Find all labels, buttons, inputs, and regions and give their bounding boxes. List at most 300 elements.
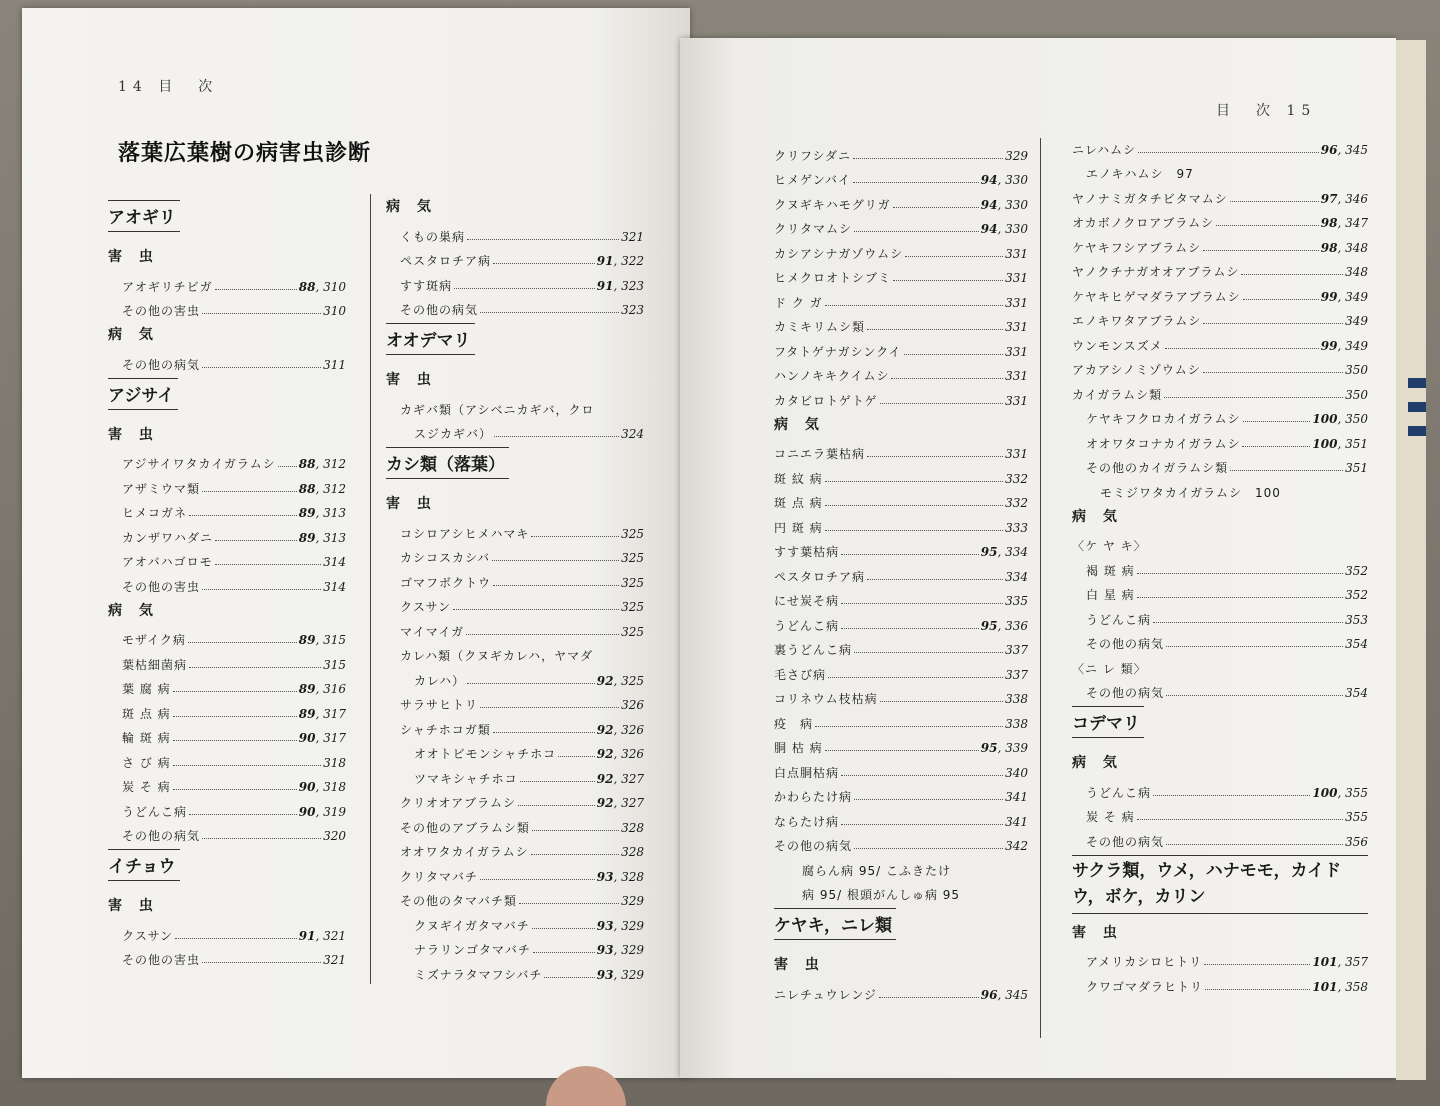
page-numbers: 100, 350: [1312, 412, 1368, 426]
leader-dots: [173, 716, 297, 717]
entry-title: その他のタマバチ類: [400, 894, 517, 908]
toc-entry: [774, 584, 1028, 609]
toc-entry: [386, 293, 644, 318]
toc-entry: [1072, 945, 1368, 970]
leader-dots: [544, 977, 594, 978]
entry-title: 病 95/ 根頭がんしゅ病 95: [802, 888, 961, 902]
entry-title: ウンモンスズメ: [1072, 338, 1163, 353]
running-head-right: 目 次 15: [1216, 103, 1317, 119]
toc-entry: [1072, 328, 1368, 353]
page-numbers: 342: [1005, 839, 1028, 853]
toc-entry: [386, 541, 644, 566]
toc-entry: [1072, 676, 1368, 701]
page-numbers: 356: [1345, 834, 1368, 849]
leader-dots: [867, 329, 1003, 330]
page-numbers: 99, 349: [1320, 289, 1368, 304]
subsection-heading: 害 虫: [386, 372, 437, 388]
leader-dots: [853, 182, 979, 183]
page-numbers: 334: [1005, 569, 1028, 584]
entry-title: 毛さび病: [774, 667, 827, 682]
leader-dots: [893, 280, 1003, 281]
subsection-heading: 病 気: [1072, 508, 1123, 525]
toc-entry: [1072, 426, 1368, 451]
page-numbers: 337: [1005, 643, 1028, 657]
entry-title: 腐らん病 95/ こふきたけ: [802, 863, 951, 878]
toc-entry: [108, 819, 346, 844]
subsection-heading: 病 気: [1072, 755, 1123, 771]
leader-dots: [867, 579, 1003, 580]
toc-entry: [774, 633, 1028, 658]
entry-title: クワゴマダラヒトリ: [1086, 979, 1204, 994]
leader-dots: [1242, 446, 1310, 447]
entry-title: ならたけ病: [774, 814, 840, 829]
toc-entry: [1072, 206, 1368, 231]
page-numbers: 88, 312: [298, 481, 346, 496]
entry-title: カイガラムシ類: [1072, 387, 1163, 402]
leader-dots: [173, 691, 297, 692]
leader-dots: [1166, 695, 1343, 696]
page-numbers: 329: [1005, 148, 1028, 163]
toc-entry: [774, 878, 1028, 903]
toc-entry: [774, 285, 1028, 310]
entry-title: オオトビモンシャチホコ: [414, 747, 557, 761]
leader-dots: [1230, 470, 1343, 471]
toc-entry: [108, 721, 346, 746]
page-numbers: 325: [621, 600, 644, 614]
toc-entry: [386, 417, 644, 442]
entry-title: オオワタカイガラムシ: [400, 845, 529, 859]
subsection-heading: 病 気: [774, 416, 825, 433]
leader-dots: [493, 263, 595, 264]
leader-dots: [189, 515, 297, 516]
entry-title: かわらたけ病: [774, 790, 853, 804]
entry-title: すす葉枯病: [774, 545, 840, 559]
page-numbers: 335: [1005, 594, 1028, 608]
left-column-2: [386, 190, 644, 982]
leader-dots: [202, 838, 321, 839]
page-numbers: 311: [323, 357, 346, 372]
page-numbers: 341: [1005, 814, 1028, 829]
entry-title: 炭 そ 病: [122, 780, 171, 794]
leader-dots: [492, 560, 619, 561]
section-heading: カシ類（落葉）: [386, 447, 509, 479]
page-numbers: 331: [1005, 447, 1028, 461]
subsection-heading: 害 虫: [108, 426, 159, 443]
leader-dots: [880, 701, 1003, 702]
entry-title: カシアシナガゾウムシ: [774, 246, 904, 261]
toc-entry: [386, 244, 644, 269]
leader-dots: [454, 288, 595, 289]
leader-dots: [841, 554, 979, 555]
page-numbers: 354: [1345, 686, 1368, 700]
section-heading: コデマリ: [1072, 706, 1144, 738]
entry-title: 〈ニ レ 類〉: [1072, 661, 1147, 676]
page-numbers: 89, 316: [298, 682, 346, 696]
page-numbers: 90, 319: [298, 804, 346, 819]
toc-entry: [1072, 800, 1368, 825]
page-numbers: 94, 330: [980, 197, 1028, 212]
entry-title: にせ炭そ病: [774, 594, 840, 608]
toc-entry: [1072, 451, 1368, 476]
entry-title: 輪 斑 病: [122, 731, 171, 745]
page-numbers: 314: [323, 555, 346, 569]
page-numbers: 352: [1345, 588, 1368, 602]
leader-dots: [1243, 299, 1319, 300]
page-numbers: 324: [621, 427, 644, 441]
entry-title: カレハ類（クヌギカレハ，ヤマダ: [400, 649, 594, 663]
entry-title: その他の害虫: [122, 579, 201, 594]
page-numbers: 93, 329: [596, 918, 644, 933]
section-heading: イチョウ: [108, 849, 180, 881]
toc-entry: [1072, 529, 1368, 554]
entry-title: 斑 点 病: [122, 706, 171, 721]
right-column-1: [774, 138, 1028, 1002]
page-numbers: 331: [1005, 369, 1028, 383]
toc-entry: [108, 347, 346, 372]
leader-dots: [1241, 274, 1343, 275]
entry-title: クヌギイガタマバチ: [414, 918, 530, 933]
leader-dots: [841, 603, 1003, 604]
toc-entry: [1072, 230, 1368, 255]
page-numbers: 338: [1005, 716, 1028, 731]
entry-title: その他の病気: [400, 303, 479, 317]
entry-title: ヒメコガネ: [122, 506, 188, 520]
leader-dots: [1203, 323, 1343, 324]
entry-title: さ び 病: [122, 755, 171, 770]
entry-title: モミジワタカイガラムシ 100: [1100, 485, 1281, 500]
leader-dots: [825, 481, 1003, 482]
page-numbers: 325: [621, 526, 644, 541]
entry-title: ヒメゲンバイ: [774, 173, 851, 187]
toc-entry: [774, 977, 1028, 1002]
toc-entry: [774, 682, 1028, 707]
page-numbers: 331: [1005, 393, 1028, 408]
page-numbers: 329: [621, 894, 644, 908]
leader-dots: [175, 938, 297, 939]
toc-entry: [386, 761, 644, 786]
entry-title: アメリカシロヒトリ: [1086, 955, 1203, 969]
toc-entry: [1072, 279, 1368, 304]
page-numbers: 98, 347: [1320, 216, 1368, 230]
page-numbers: 95, 336: [980, 618, 1028, 633]
toc-entry: [774, 187, 1028, 212]
entry-title: アジサイワタカイガラムシ: [122, 457, 276, 471]
leader-dots: [480, 879, 595, 880]
leader-dots: [532, 928, 595, 929]
entry-title: ド ク ガ: [774, 295, 823, 310]
page-numbers: 332: [1005, 471, 1028, 486]
subsection-heading: 害 虫: [386, 496, 437, 512]
leader-dots: [173, 740, 297, 741]
toc-entry: [1072, 602, 1368, 627]
entry-title: くもの巣病: [400, 229, 466, 244]
toc-entry: [774, 731, 1028, 756]
toc-entry: [386, 737, 644, 762]
toc-entry: [774, 236, 1028, 261]
entry-title: フタトゲナガシンクイ: [774, 344, 902, 359]
toc-entry: [774, 559, 1028, 584]
page-numbers: 92, 327: [596, 771, 644, 786]
toc-entry: [108, 545, 346, 570]
entry-title: コリネウム枝枯病: [774, 692, 878, 706]
subsection-heading: 害 虫: [1072, 924, 1123, 941]
page-numbers: 94, 330: [980, 222, 1028, 236]
leader-dots: [493, 732, 595, 733]
page-numbers: 98, 348: [1320, 240, 1368, 255]
entry-title: ヤノクチナガオオアブラムシ: [1072, 265, 1240, 279]
page-numbers: 90, 317: [298, 731, 346, 745]
page-numbers: 88, 310: [298, 279, 346, 294]
entry-title: その他の病気: [1086, 637, 1165, 651]
toc-entry: [386, 639, 644, 664]
page-numbers: 89, 317: [298, 706, 346, 721]
entry-title: すす斑病: [400, 278, 453, 293]
leader-dots: [558, 756, 595, 757]
toc-entry: [774, 383, 1028, 408]
entry-title: 斑 点 病: [774, 496, 823, 510]
entry-title: その他の害虫: [122, 304, 201, 318]
toc-entry: [1072, 775, 1368, 800]
toc-entry: [774, 334, 1028, 359]
page-numbers: 100, 351: [1312, 436, 1368, 451]
left-column-1: [108, 194, 346, 967]
leader-dots: [853, 158, 1003, 159]
toc-entry: [774, 310, 1028, 335]
toc-entry: [774, 706, 1028, 731]
leader-dots: [1153, 622, 1343, 623]
toc-entry: [108, 918, 346, 943]
entry-title: ナラリンゴタマバチ: [414, 943, 531, 957]
leader-dots: [905, 256, 1003, 257]
entry-title: エノキワタアブラムシ: [1072, 314, 1202, 328]
leader-dots: [854, 652, 1003, 653]
toc-entry: [1072, 553, 1368, 578]
toc-entry: [386, 957, 644, 982]
toc-entry: [386, 565, 644, 590]
leader-dots: [1137, 573, 1343, 574]
toc-entry: [108, 623, 346, 648]
entry-title: 葉 腐 病: [122, 682, 171, 696]
entry-title: 褐 斑 病: [1086, 563, 1135, 578]
entry-title: その他の病気: [122, 829, 201, 843]
toc-entry: [108, 496, 346, 521]
leader-dots: [1230, 201, 1319, 202]
page-numbers: 93, 328: [596, 869, 644, 884]
leader-dots: [815, 726, 1003, 727]
page-numbers: 340: [1005, 765, 1028, 780]
leader-dots: [202, 491, 297, 492]
page-numbers: 89, 313: [298, 530, 346, 545]
leader-dots: [1165, 348, 1319, 349]
leader-dots: [1166, 844, 1343, 845]
entry-title: 斑 紋 病: [774, 471, 823, 486]
leader-dots: [518, 805, 595, 806]
entry-title: クリタマバチ: [400, 869, 478, 884]
page-numbers: 348: [1345, 265, 1368, 279]
leader-dots: [215, 540, 297, 541]
toc-entry: [108, 647, 346, 672]
entry-title: ヒメクロオトシブミ: [774, 271, 892, 285]
entry-title: シャチホコガ類: [400, 722, 491, 737]
leader-dots: [493, 585, 619, 586]
edge-stripe: [1408, 378, 1426, 388]
entry-title: ペスタロチア病: [400, 254, 492, 268]
toc-entry: [108, 471, 346, 496]
leader-dots: [1243, 421, 1311, 422]
page-numbers: 352: [1345, 563, 1368, 578]
edge-stripe: [1408, 426, 1426, 436]
entry-title: スジカギバ）: [414, 427, 493, 441]
entry-title: 〈ケ ヤ キ〉: [1072, 539, 1147, 553]
leader-dots: [480, 312, 619, 313]
leader-dots: [891, 378, 1003, 379]
entry-title: カミキリムシ類: [774, 320, 866, 334]
toc-entry: [386, 663, 644, 688]
page-numbers: 353: [1345, 612, 1368, 627]
leader-dots: [215, 564, 321, 565]
page-numbers: 89, 313: [298, 506, 346, 520]
toc-entry: [386, 786, 644, 811]
toc-entry: [774, 853, 1028, 878]
toc-entry: [108, 447, 346, 472]
entry-title: 白 星 病: [1086, 588, 1135, 602]
entry-title: その他のカイガラムシ類: [1086, 461, 1229, 475]
page-numbers: 349: [1345, 314, 1368, 328]
toc-entry: [774, 163, 1028, 188]
leader-dots: [841, 628, 979, 629]
page-numbers: 90, 318: [298, 780, 346, 794]
entry-title: ケヤキフシアブラムシ: [1072, 240, 1202, 255]
leader-dots: [533, 952, 595, 953]
toc-entry: [1072, 627, 1368, 652]
leader-dots: [480, 707, 619, 708]
leader-dots: [1166, 646, 1343, 647]
page-numbers: 95, 334: [980, 545, 1028, 559]
entry-title: コシロアシヒメハマキ: [400, 526, 530, 541]
leader-dots: [532, 830, 619, 831]
page-numbers: 331: [1005, 246, 1028, 261]
toc-entry: [386, 908, 644, 933]
page-numbers: 93, 329: [596, 943, 644, 957]
toc-entry: [774, 461, 1028, 486]
entry-title: 疫 病: [774, 716, 814, 731]
entry-title: ペスタロチア病: [774, 569, 866, 584]
leader-dots: [1205, 989, 1310, 990]
toc-entry: [386, 933, 644, 958]
book-edge: [1396, 40, 1426, 1080]
leader-dots: [1203, 372, 1343, 373]
page-numbers: 315: [323, 657, 346, 672]
section-heading: アオギリ: [108, 200, 180, 232]
toc-entry: [774, 804, 1028, 829]
entry-title: クスサン: [122, 928, 174, 943]
entry-title: クヌギキハモグリガ: [774, 197, 891, 212]
entry-title: その他の害虫: [122, 953, 201, 967]
page-numbers: 91, 322: [596, 254, 644, 268]
entry-title: クリオオアブラムシ: [400, 796, 517, 810]
leader-dots: [467, 683, 595, 684]
leader-dots: [173, 789, 297, 790]
entry-title: アザミウマ類: [122, 481, 201, 496]
leader-dots: [278, 466, 297, 467]
entry-title: カギバ類（アシベニカギバ，クロ: [400, 402, 595, 417]
toc-entry: [1072, 353, 1368, 378]
entry-title: うどんこ病: [1086, 785, 1152, 800]
page-numbers: 325: [621, 624, 644, 639]
leader-dots: [893, 207, 979, 208]
entry-title: その他の病気: [1086, 834, 1165, 849]
leader-dots: [202, 313, 321, 314]
leader-dots: [825, 750, 979, 751]
subsection-heading: 病 気: [108, 327, 159, 343]
entry-title: うどんこ病: [1086, 612, 1152, 627]
leader-dots: [188, 642, 297, 643]
page-numbers: 351: [1345, 461, 1368, 475]
subsection-heading: 害 虫: [774, 957, 825, 973]
entry-title: ヤノナミガタチビタマムシ: [1072, 191, 1228, 206]
page-numbers: 95, 339: [980, 741, 1028, 755]
toc-entry: [1072, 475, 1368, 500]
toc-entry: [108, 794, 346, 819]
page-numbers: 325: [621, 575, 644, 590]
subsection-heading: 害 虫: [108, 898, 159, 914]
entry-title: クスサン: [400, 600, 452, 614]
page-numbers: 350: [1345, 387, 1368, 402]
page-numbers: 323: [621, 303, 644, 317]
section-heading: オオデマリ: [386, 323, 475, 355]
page-numbers: 96, 345: [980, 987, 1028, 1002]
entry-title: サラサヒトリ: [400, 698, 479, 712]
leader-dots: [867, 456, 1003, 457]
entry-title: アカアシノミゾウムシ: [1072, 363, 1201, 377]
page-numbers: 92, 326: [596, 747, 644, 761]
page-numbers: 89, 315: [298, 633, 346, 647]
page-numbers: 318: [323, 755, 346, 770]
entry-title: うどんこ病: [774, 618, 840, 633]
leader-dots: [904, 354, 1004, 355]
toc-entry: [108, 569, 346, 594]
left-page: [22, 8, 690, 1078]
page-numbers: 97, 346: [1320, 191, 1368, 206]
toc-entry: [108, 696, 346, 721]
page-numbers: 310: [323, 304, 346, 318]
leader-dots: [1203, 250, 1319, 251]
page-numbers: 332: [1005, 496, 1028, 510]
page-numbers: 314: [323, 579, 346, 594]
entry-title: ツマキシャチホコ: [414, 771, 518, 786]
toc-entry: [108, 294, 346, 319]
page-numbers: 333: [1005, 520, 1028, 535]
toc-entry: [774, 780, 1028, 805]
leader-dots: [854, 848, 1003, 849]
page-numbers: 331: [1005, 344, 1028, 359]
leader-dots: [1137, 819, 1343, 820]
leader-dots: [1164, 397, 1343, 398]
leader-dots: [828, 677, 1003, 678]
toc-entry: [774, 535, 1028, 560]
column-divider: [1040, 138, 1041, 1038]
entry-title: モザイク病: [122, 633, 186, 647]
entry-title: その他のアブラムシ類: [400, 820, 530, 835]
toc-entry: [774, 359, 1028, 384]
toc-entry: [774, 510, 1028, 535]
leader-dots: [1137, 597, 1343, 598]
leader-dots: [202, 962, 321, 963]
toc-entry: [108, 269, 346, 294]
toc-entry: [774, 829, 1028, 854]
subsection-heading: 病 気: [108, 602, 159, 619]
page-numbers: 326: [621, 698, 644, 712]
